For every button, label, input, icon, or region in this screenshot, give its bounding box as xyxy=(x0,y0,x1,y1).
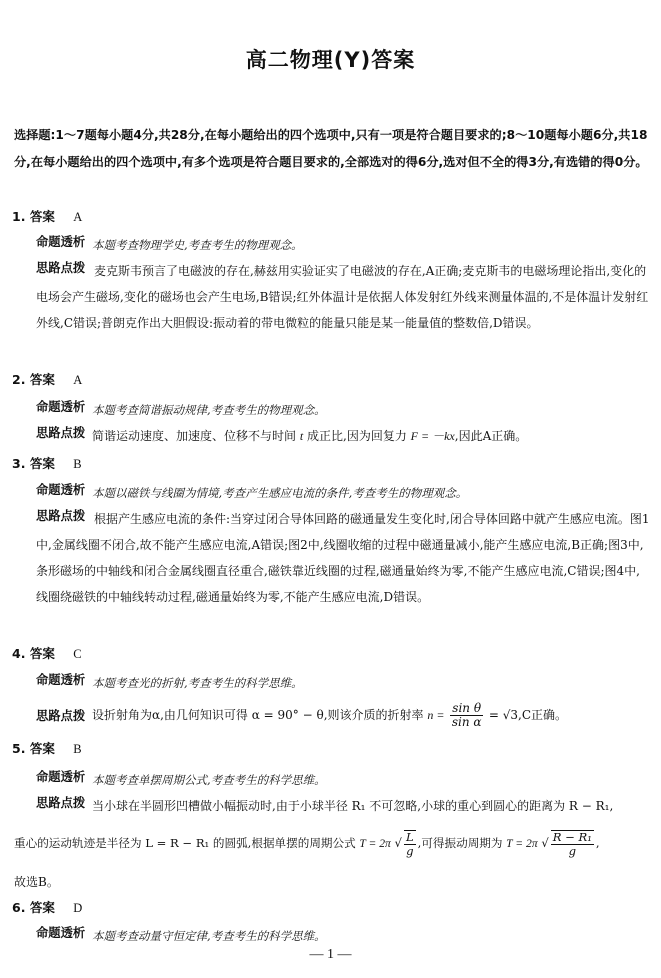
answer-label: 答案 xyxy=(29,372,55,387)
insight-label: 命题透析 xyxy=(36,483,86,497)
insight-label: 命题透析 xyxy=(36,673,86,687)
question-1-hint xyxy=(36,258,650,336)
fraction-denominator: g xyxy=(406,844,414,858)
question-number: 3. xyxy=(12,456,26,471)
fraction-denominator: g xyxy=(568,844,577,858)
hint-label: 思路点拨 xyxy=(36,426,86,440)
answer-label: 答案 xyxy=(29,900,55,915)
insight-text: 本题以磁铁与线圈为情境,考查产生感应电流的条件,考查考生的物理观念。 xyxy=(92,486,468,500)
question-number: 5. xyxy=(12,741,26,756)
question-1-header xyxy=(12,209,82,225)
answer-label: 答案 xyxy=(29,646,55,661)
hint-label: 思路点拨 xyxy=(36,796,86,810)
hint-text-part: 简谐运动速度、加速度、位移不与时间 xyxy=(92,429,297,443)
question-2-header xyxy=(12,372,82,388)
answer-value: A xyxy=(73,373,83,387)
question-number: 2. xyxy=(12,372,26,387)
insight-text: 本题考查单摆周期公式,考查考生的科学思维。 xyxy=(92,773,326,787)
question-2-hint xyxy=(36,423,648,449)
hint-variable: t xyxy=(299,429,304,443)
hint-label: 思路点拨 xyxy=(36,261,86,275)
insight-text: 本题考查动量守恒定律,考查考生的科学思维。 xyxy=(92,929,326,943)
question-2-insight xyxy=(36,397,648,423)
insight-text: 本题考查物理学史,考查考生的物理观念。 xyxy=(92,238,303,252)
answer-value: D xyxy=(73,901,83,915)
hint-text: 根据产生感应电流的条件:当穿过闭合导体回路的磁通量发生变化时,闭合导体回路中就产生感应电流。图1中,金属线圈不闭合,故不能产生感应电流,A错误;图2中,线圈收缩的过程中磁通量减小,能产生感应电流,B正确;图3中,条形磁场的中轴线和闭合金属线圈直径重合,磁铁靠近线圈的过程,磁通量始终为零,不能产生感应电流,C错误;图4中,线圈绕磁铁的中轴线转动过程,磁通量始终为零,不能产生感应电流,D错误。 xyxy=(36,512,650,604)
answer-label: 答案 xyxy=(29,456,55,471)
fraction-denominator: sin α xyxy=(451,715,482,729)
period-formula: T = 2π xyxy=(506,837,538,850)
question-4-hint xyxy=(36,700,648,730)
insight-label: 命题透析 xyxy=(36,400,86,414)
fraction-numerator: L xyxy=(405,830,414,844)
hint-label: 思路点拨 xyxy=(36,509,86,523)
question-number: 6. xyxy=(12,900,26,915)
hint-text-part: ,C正确。 xyxy=(518,708,568,722)
question-4-insight xyxy=(36,670,648,696)
question-5-header xyxy=(12,741,82,757)
formula-result: = √3 xyxy=(488,708,519,722)
hint-text-part: 重心的运动轨迹是半径为 L = R − R₁ 的圆弧,根据单摆的周期公式 xyxy=(14,836,356,850)
page-number: — 1 — xyxy=(309,947,352,962)
hint-label: 思路点拨 xyxy=(36,709,86,723)
question-1-insight xyxy=(36,232,648,258)
question-6-insight xyxy=(36,923,648,949)
question-5-insight xyxy=(36,767,648,793)
answer-value: B xyxy=(73,457,82,471)
answer-label: 答案 xyxy=(29,209,55,224)
fraction-numerator: R − R₁ xyxy=(552,830,592,844)
question-3-header xyxy=(12,456,82,472)
question-3-insight xyxy=(36,480,648,506)
period-formula: T = 2π xyxy=(359,837,391,850)
fraction xyxy=(450,702,483,729)
insight-text: 本题考查光的折射,考查考生的科学思维。 xyxy=(92,676,303,690)
hint-text-part: ,可得振动周期为 xyxy=(417,836,503,850)
insight-text: 本题考查简谐振动规律,考查考生的物理观念。 xyxy=(92,403,326,417)
hint-formula: F = －kx xyxy=(410,429,455,443)
question-3-hint xyxy=(36,506,650,610)
answer-value: B xyxy=(73,742,82,756)
hint-text: 当小球在半圆形凹槽做小幅振动时,由于小球半径 R₁ 不可忽略,小球的重心到圆心的距离为 R − R₁, xyxy=(92,799,614,813)
answer-value: C xyxy=(73,647,82,661)
hint-text-part: ,因此A正确。 xyxy=(454,429,528,443)
question-number: 1. xyxy=(12,209,26,224)
page-title: 高二物理(Y)答案 xyxy=(245,48,416,72)
hint-text-part: 成正比,因为回复力 xyxy=(307,429,407,443)
hint-text xyxy=(92,423,648,449)
sqrt-expression: √ $\frac{\text{R − R₁}}{g}$ xyxy=(541,830,592,858)
fraction-numerator: sin θ xyxy=(452,701,482,715)
insight-label: 命题透析 xyxy=(36,235,86,249)
question-5-conclusion: 故选B。 xyxy=(14,875,59,889)
question-6-header xyxy=(12,900,82,916)
answer-value: A xyxy=(73,210,83,224)
question-number: 4. xyxy=(12,646,26,661)
hint-text-part: 设折射角为α,由几何知识可得 α = 90° − θ,则该介质的折射率 xyxy=(92,708,424,722)
hint-text xyxy=(92,700,648,730)
answer-label: 答案 xyxy=(29,741,55,756)
intro-paragraph: 选择题:1～7题每小题4分,共28分,在每小题给出的四个选项中,只有一项是符合题目要求的;8～10题每小题6分,共18分,在每小题给出的四个选项中,有多个选项是符合题目要求的,全部选对的得6分,选对但不全的得3分,有选错的得0分。 xyxy=(14,128,648,169)
refraction-formula: n = xyxy=(427,708,445,722)
insight-label: 命题透析 xyxy=(36,926,86,940)
hint-text: 麦克斯韦预言了电磁波的存在,赫兹用实验证实了电磁波的存在,A正确;麦克斯韦的电磁场理论指出,变化的电场会产生磁场,变化的磁场也会产生电场,B错误;红外体温计是依据人体发射红外线来测量体温的,不是体温计发射红外线,C错误;普朗克作出大胆假设:振动着的带电微粒的能量只能是某一能量值的整数倍,D错误。 xyxy=(36,264,649,330)
question-5-hint xyxy=(36,793,648,819)
sqrt-expression: √ $\frac{L}{g}$ xyxy=(394,830,414,858)
question-5-formula-line: 重心的运动轨迹是半径为 L = R − R₁ 的圆弧,根据单摆的周期公式 T = 2π √ $\frac{L}{g}$ ,可得振动周期为 T = 2π √ $\frac{\text{R − R₁}}{g}$ , xyxy=(14,830,600,858)
question-4-header xyxy=(12,646,82,662)
insight-label: 命题透析 xyxy=(36,770,86,784)
